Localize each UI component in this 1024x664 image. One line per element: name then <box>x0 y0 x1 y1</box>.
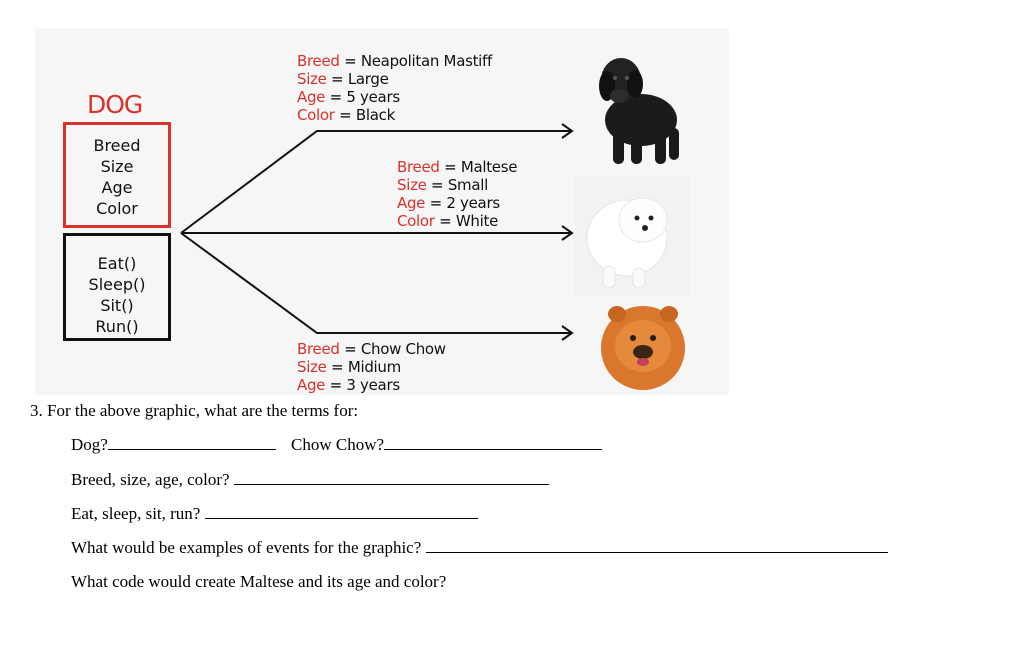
arrow-to-chowchow <box>181 233 570 333</box>
field-row: Size = Large <box>297 70 389 88</box>
object-chowchow-fields <box>297 340 446 394</box>
question-row <box>291 435 602 455</box>
chow-chow-puppy-photo <box>587 296 697 396</box>
method: Sit() <box>100 296 134 315</box>
question-label: Chow Chow? <box>291 435 385 454</box>
attribute: Breed <box>93 136 141 155</box>
question-row <box>71 572 446 592</box>
attribute: Color <box>96 199 138 218</box>
question-label: What would be examples of events for the graphic? <box>71 538 422 557</box>
field-row: Age = 5 years <box>297 88 400 106</box>
oop-dog-diagram <box>35 28 729 395</box>
question-label: Breed, size, age, color? <box>71 470 230 489</box>
method: Eat() <box>97 254 137 273</box>
methods-box <box>63 233 171 341</box>
answer-blank-chowchow[interactable] <box>384 435 602 450</box>
attributes-box <box>63 122 171 228</box>
field-row: Breed = Chow Chow <box>297 340 446 358</box>
question-row <box>71 435 276 455</box>
answer-blank-events[interactable] <box>426 538 888 553</box>
question-label: Eat, sleep, sit, run? <box>71 504 201 523</box>
question-row <box>71 470 549 490</box>
answer-blank-dog[interactable] <box>108 435 276 450</box>
question-label: Dog? <box>71 435 108 454</box>
attribute: Age <box>101 178 133 197</box>
field-row: Age = 2 years <box>397 194 500 212</box>
black-mastiff-puppy-photo <box>583 48 693 168</box>
object-mastiff-fields <box>297 52 492 124</box>
field-row: Size = Midium <box>297 358 401 376</box>
white-maltese-puppy-photo <box>575 176 690 296</box>
question-heading: 3. For the above graphic, what are the terms for: <box>30 401 359 420</box>
method: Sleep() <box>88 275 146 294</box>
class-title: DOG <box>87 90 143 119</box>
question-row <box>71 538 888 558</box>
method: Run() <box>95 317 139 336</box>
object-maltese-fields <box>397 158 517 230</box>
field-row: Size = Small <box>397 176 488 194</box>
field-row: Breed = Maltese <box>397 158 518 176</box>
field-row: Breed = Neapolitan Mastiff <box>297 52 493 70</box>
field-row: Color = White <box>397 212 499 230</box>
question-row <box>71 504 478 524</box>
answer-blank-attributes[interactable] <box>234 470 549 485</box>
question-label: What code would create Maltese and its age and color? <box>71 572 447 591</box>
field-row: Color = Black <box>297 106 395 124</box>
answer-blank-methods[interactable] <box>205 504 478 519</box>
attribute: Size <box>100 157 134 176</box>
field-row: Age = 3 years <box>297 376 400 394</box>
